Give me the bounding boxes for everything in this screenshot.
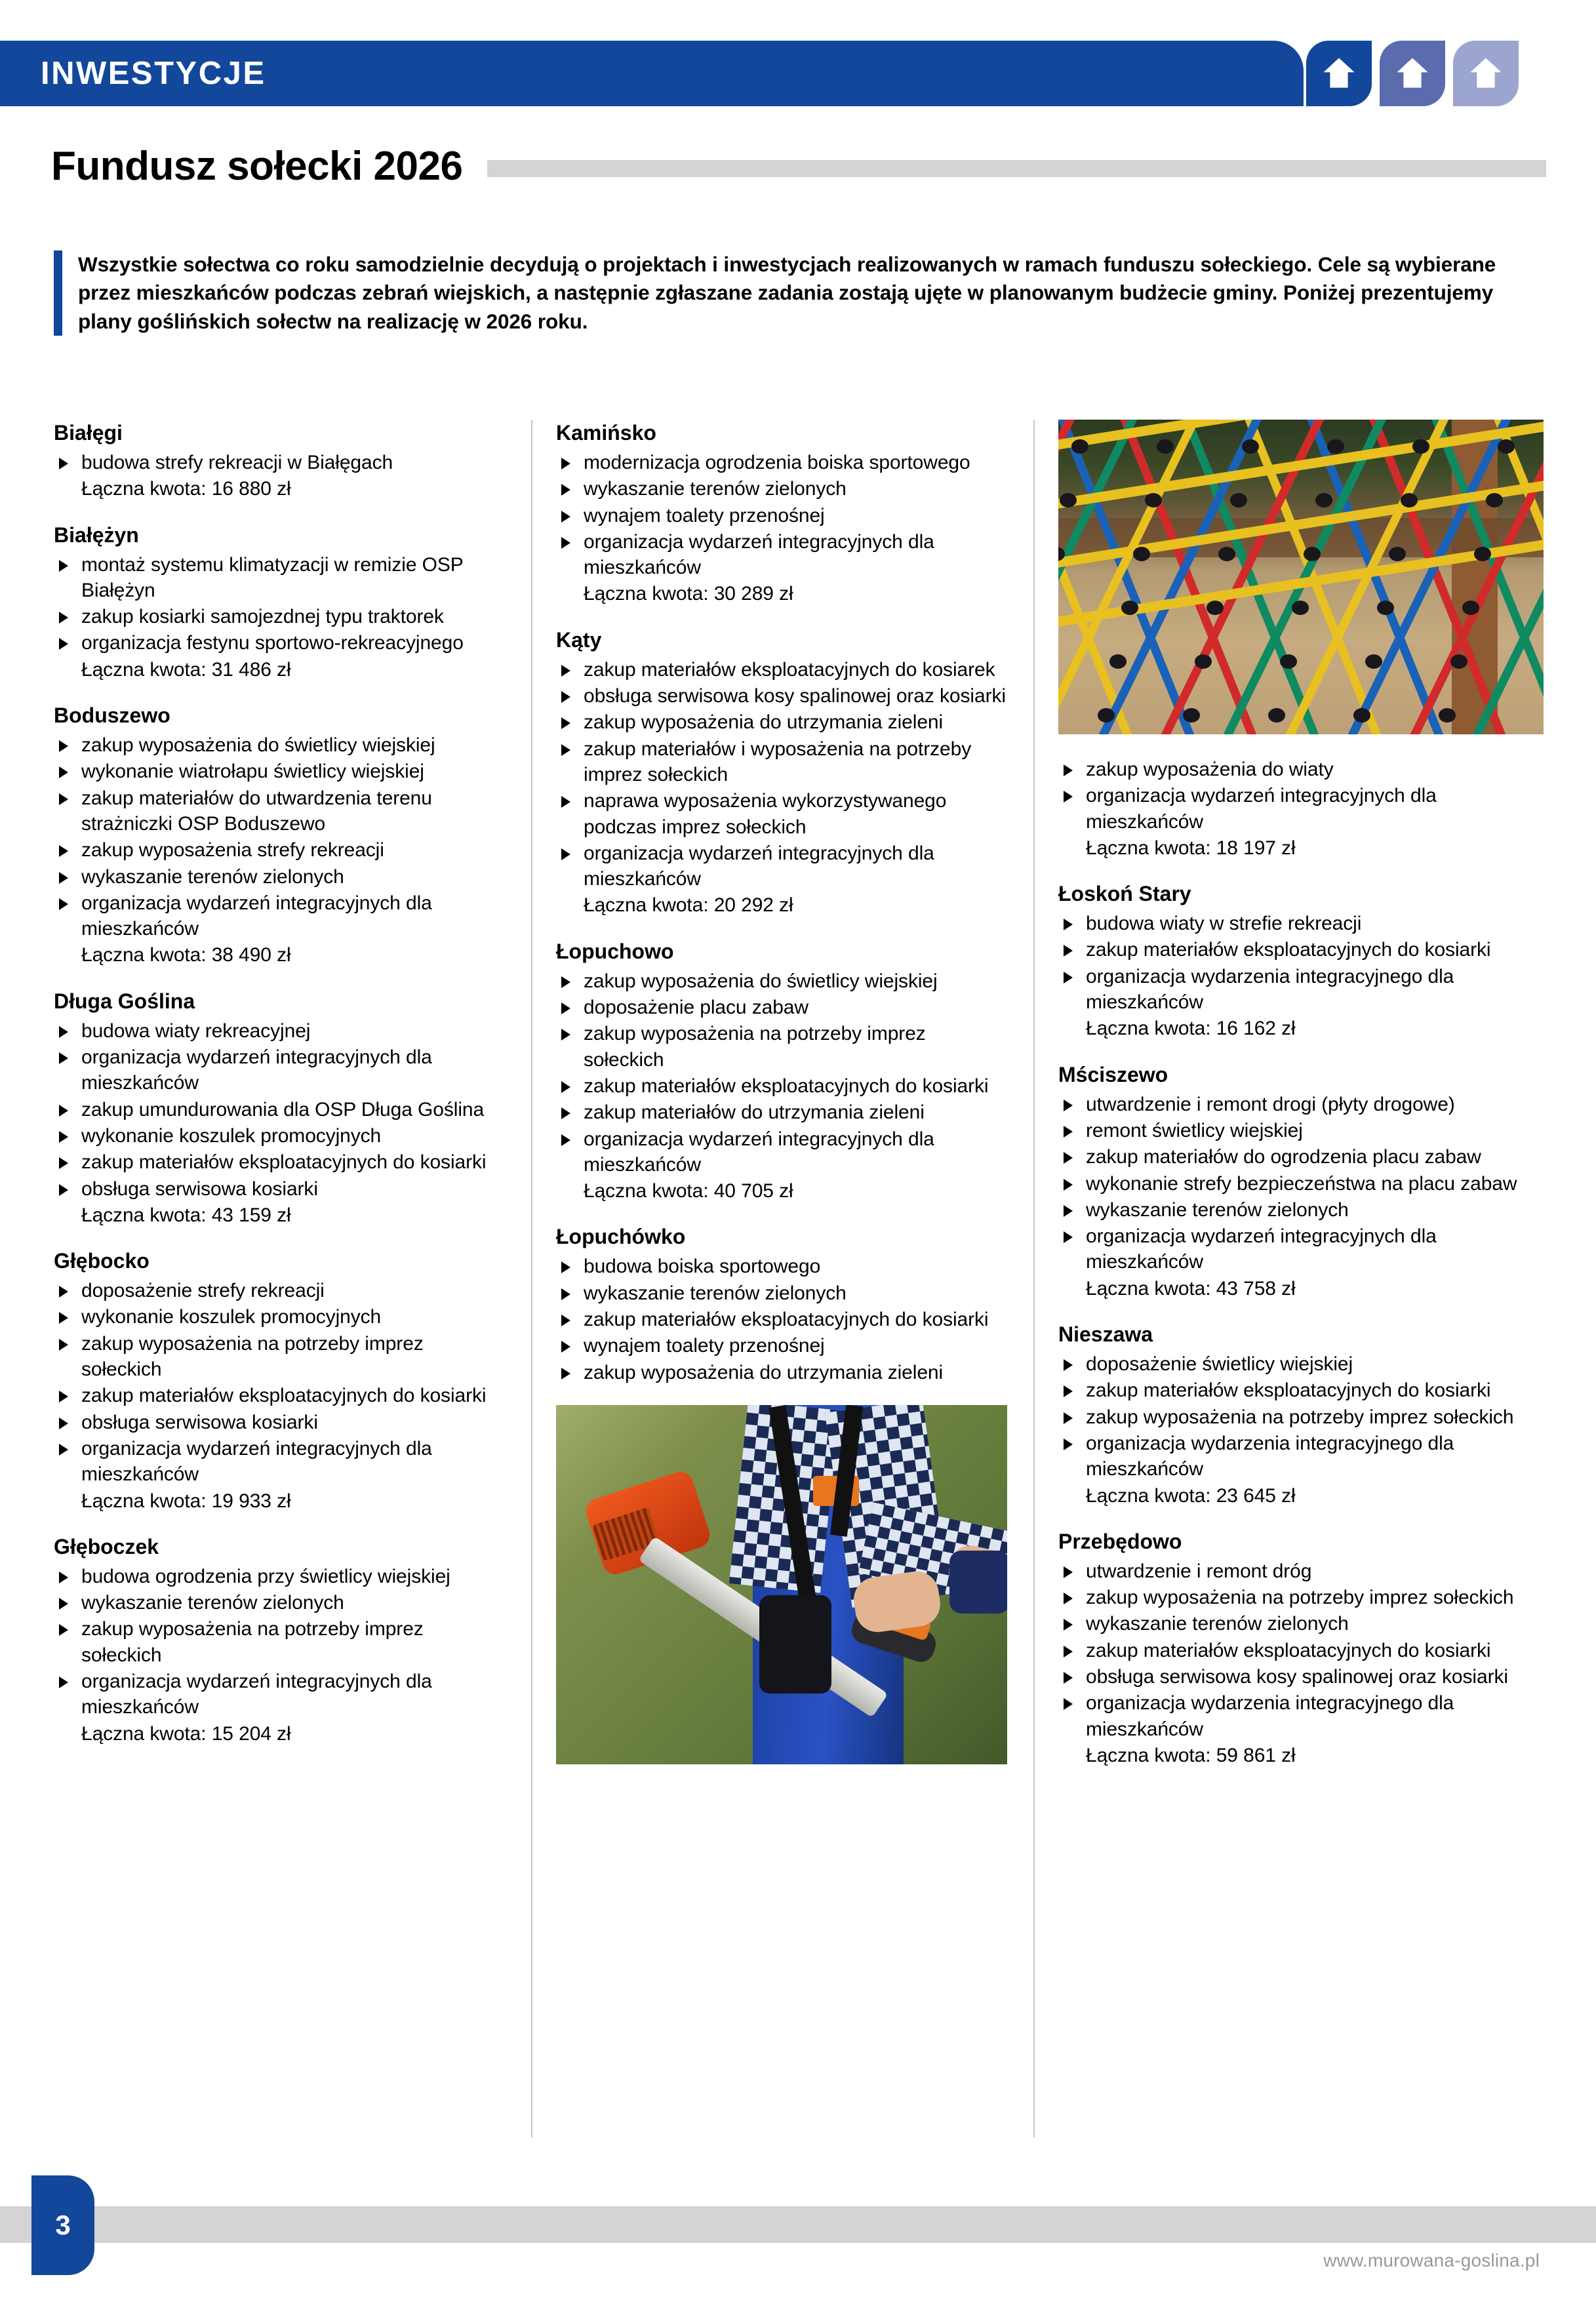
village-task-list [54,1564,506,1720]
village-task-item [54,604,506,629]
village-task-item [556,476,1008,502]
village-task-text: organizacja wydarzeń integracyjnych dla mieszkańców [81,1046,432,1094]
triangle-bullet-icon [59,872,68,884]
village-task-item [54,1410,506,1435]
page-number: 3 [55,2210,71,2240]
village-task-item [54,1304,506,1330]
village-task-text: zakup wyposażenia do świetlicy wiejskiej [584,970,938,992]
village-task-list [556,968,1008,1178]
triangle-bullet-icon [59,1624,68,1636]
triangle-bullet-icon [59,1598,68,1610]
village-task-text: zakup wyposażenia strefy rekreacji [81,839,384,862]
triangle-bullet-icon [59,638,68,650]
village-task-list [556,657,1008,892]
village-name: Mściszewo [1058,1062,1168,1086]
village-task-text: organizacja wydarzeń integracyjnych dla mieszkańców [1086,785,1437,833]
lead-paragraph-block [54,250,1542,336]
page-title: Fundusz sołecki 2026 [51,144,463,189]
page-number-tab [31,2175,94,2275]
triangle-bullet-icon [59,793,68,805]
triangle-bullet-icon [1064,1412,1073,1424]
triangle-bullet-icon [561,1288,570,1300]
village-task-item [54,1331,506,1383]
village-task-text: organizacja wydarzeń integracyjnych dla mieszkańców [81,1437,432,1486]
village-block [54,420,506,502]
header-icon-group [1306,41,1519,106]
village-task-text: zakup wyposażenia do utrzymania zieleni [584,711,944,734]
village-name: Głębocko [54,1249,150,1273]
triangle-bullet-icon [59,1444,68,1456]
village-task-item [1058,1171,1544,1197]
village-task-text: budowa strefy rekreacji w Białęgach [81,452,393,473]
village-total-amount: Łączna kwota: 19 933 zł [81,1490,291,1512]
village-block [1058,757,1544,861]
triangle-bullet-icon [561,1081,570,1093]
village-task-item [556,788,1008,840]
triangle-bullet-icon [1064,945,1073,957]
triangle-bullet-icon [561,458,570,469]
village-task-text: budowa ogrodzenia przy świetlicy wiejskiej [81,1565,450,1587]
village-task-item [54,864,506,890]
village-task-text: zakup wyposażenia na potrzeby imprez sołeckich [584,1023,926,1071]
village-task-text: organizacja wydarzeń integracyjnych dla mieszkańców [81,892,432,940]
village-name: Kamińsko [556,421,656,445]
village-task-item [556,1073,1008,1099]
village-task-text: zakup materiałów eksploatacyjnych do kosiarki [1086,1639,1491,1661]
village-task-item [1058,1144,1544,1170]
village-task-text: montaż systemu klimatyzacji w remizie OSP Białężyn [81,553,464,601]
village-task-item [54,1564,506,1589]
village-task-text: wykaszanie terenów zielonych [81,865,344,888]
village-task-text: zakup wyposażenia do wiaty [1086,759,1334,780]
triangle-bullet-icon [59,898,68,910]
village-block [556,938,1008,1204]
village-task-text: organizacja festynu sportowo-rekreacyjnego [81,632,464,654]
village-task-list [556,450,1008,580]
village-task-item [1058,1690,1544,1742]
village-task-text: zakup materiałów do utrzymania zieleni [584,1101,925,1124]
village-task-item [1058,757,1544,782]
village-task-text: budowa wiaty rekreacyjnej [81,1020,311,1042]
village-task-item [1058,1223,1544,1275]
village-task-text: modernizacja ogrodzenia boiska sportowego [584,452,970,473]
village-task-item [54,1590,506,1616]
village-task-text: zakup materiałów eksploatacyjnych do kosiarki [81,1385,487,1407]
village-task-text: organizacja wydarzeń integracyjnych dla mieszkańców [584,530,934,579]
village-task-item [54,732,506,758]
triangle-bullet-icon [59,1676,68,1688]
village-total-amount: Łączna kwota: 15 204 zł [81,1722,291,1745]
village-task-text: wykonanie wiatrołapu świetlicy wiejskiej [81,761,424,783]
village-name: Długa Goślina [54,989,195,1013]
village-task-item [556,657,1008,683]
village-task-item [1058,1197,1544,1223]
village-name: Łopuchowo [556,939,674,963]
village-task-text: zakup wyposażenia do utrzymania zieleni [584,1361,944,1383]
triangle-bullet-icon [561,1341,570,1353]
column-divider [1008,420,1058,2137]
village-task-list [54,732,506,942]
playground-rope-net-photo [1058,420,1544,734]
village-task-item [54,1149,506,1175]
village-task-list [1058,1558,1544,1742]
triangle-bullet-icon [561,1315,570,1326]
village-task-text: wynajem toalety przenośnej [584,504,825,526]
village-name: Nieszawa [1058,1322,1153,1347]
village-task-item [556,995,1008,1020]
village-task-item [556,1254,1008,1279]
village-task-item [1058,1404,1544,1430]
lead-accent-bar [54,250,62,336]
village-task-text: zakup wyposażenia do świetlicy wiejskiej [81,734,435,757]
triangle-bullet-icon [561,1134,570,1146]
village-task-item [556,529,1008,581]
triangle-bullet-icon [561,1002,570,1014]
village-total-amount: Łączna kwota: 16 162 zł [1086,1018,1296,1040]
village-task-item [556,1333,1008,1358]
triangle-bullet-icon [59,740,68,752]
village-total-amount: Łączna kwota: 30 289 zł [584,583,793,605]
triangle-bullet-icon [1064,1205,1073,1217]
village-name: Boduszewo [54,704,170,728]
triangle-bullet-icon [1064,1179,1073,1191]
village-total-amount: Łączna kwota: 20 292 zł [584,894,793,917]
triangle-bullet-icon [59,766,68,778]
village-task-item [54,890,506,942]
triangle-bullet-icon [1064,1126,1073,1138]
village-task-text: naprawa wyposażenia wykorzystywanego podczas imprez sołeckich [584,790,947,838]
village-task-item [1058,937,1544,962]
village-task-item [1058,1585,1544,1610]
village-task-list [1058,1092,1544,1275]
village-task-text: zakup wyposażenia na potrzeby imprez sołeckich [81,1618,424,1666]
village-task-text: remont świetlicy wiejskiej [1086,1119,1303,1141]
village-block [1058,1321,1544,1509]
village-task-item [556,1100,1008,1125]
village-total-amount: Łączna kwota: 38 490 zł [81,944,291,966]
triangle-bullet-icon [1064,1100,1073,1111]
village-task-text: zakup materiałów eksploatacyjnych do kosiarki [81,1151,487,1174]
village-name: Przebędowo [1058,1529,1182,1553]
village-block [556,627,1008,919]
village-block [556,420,1008,607]
village-block [54,522,506,683]
triangle-bullet-icon [59,1572,68,1583]
village-task-item [54,1669,506,1720]
triangle-bullet-icon [1064,1619,1073,1631]
village-task-text: zakup wyposażenia na potrzeby imprez sołeckich [81,1332,424,1381]
village-task-item [54,1044,506,1096]
village-block [1058,1061,1544,1301]
village-task-list [1058,911,1544,1015]
village-name: Białężyn [54,523,139,547]
column-2 [556,420,1008,2137]
triangle-bullet-icon [561,717,570,729]
village-task-text: zakup materiałów eksploatacyjnych do kosiarek [584,658,995,681]
village-task-text: budowa boiska sportowego [584,1256,821,1278]
triangle-bullet-icon [1064,1593,1073,1604]
village-task-text: obsługa serwisowa kosiarki [81,1178,318,1200]
triangle-bullet-icon [59,560,68,572]
village-task-item [556,683,1008,709]
triangle-bullet-icon [1064,1152,1073,1164]
village-task-text: obsługa serwisowa kosiarki [81,1411,318,1433]
section-label: INWESTYCJE [41,56,266,91]
lead-paragraph: Wszystkie sołectwa co roku samodzielnie decydują o projektach i inwestycjach realizowanych w ramach funduszu sołeckiego. Cele są wybierane przez mieszkańców podczas zebrań wiejskich, a następnie zgłaszane zadania zostają ujęte w planowanym budżecie gminy. Poniżej prezentujemy plany goślińskich sołectw na realizację w 2026 roku. [78,252,1496,333]
triangle-bullet-icon [561,484,570,496]
village-task-item [556,1280,1008,1306]
triangle-bullet-icon [561,1368,570,1379]
triangle-bullet-icon [59,1184,68,1196]
village-block [556,1223,1008,1385]
village-task-item [54,1123,506,1149]
triangle-bullet-icon [561,796,570,808]
village-task-text: wykaszanie terenów zielonych [81,1592,344,1614]
triangle-bullet-icon [561,691,570,703]
village-task-text: zakup materiałów i wyposażenia na potrzeby imprez sołeckich [584,738,972,785]
village-task-item [1058,783,1544,835]
footer-website-url: www.murowana-goslina.pl [1323,2250,1540,2270]
triangle-bullet-icon [59,1391,68,1402]
village-task-text: doposażenie placu zabaw [584,997,808,1019]
triangle-bullet-icon [1064,791,1073,803]
triangle-bullet-icon [561,511,570,523]
village-task-text: wykaszanie terenów zielonych [1086,1613,1349,1635]
triangle-bullet-icon [59,1105,68,1117]
village-task-item [556,709,1008,735]
triangle-bullet-icon [1064,1646,1073,1657]
village-task-text: organizacja wydarzeń integracyjnych dla mieszkańców [1086,1225,1437,1273]
village-name: Łopuchówko [556,1225,686,1249]
village-block [54,702,506,968]
village-task-text: utwardzenie i remont dróg [1086,1560,1312,1582]
village-total-amount: Łączna kwota: 18 197 zł [1086,837,1296,859]
village-task-list [54,1278,506,1487]
triangle-bullet-icon [1064,1672,1073,1684]
village-task-item [54,1097,506,1122]
village-task-item [556,968,1008,994]
triangle-bullet-icon [1064,764,1073,776]
triangle-bullet-icon [59,1026,68,1038]
village-task-item [54,630,506,656]
village-task-text: zakup materiałów eksploatacyjnych do kosiarki [1086,1379,1491,1402]
village-task-item [54,759,506,784]
village-task-text: zakup materiałów do utwardzenia terenu strażniczki OSP Boduszewo [81,787,432,835]
village-task-item [1058,1431,1544,1482]
village-block [54,1248,506,1514]
village-task-text: utwardzenie i remont drogi (płyty drogowe) [1086,1093,1455,1115]
village-task-text: organizacja wydarzenia integracyjnego dla mieszkańców [1086,965,1454,1014]
triangle-bullet-icon [561,1107,570,1119]
home-arrow-icon [1380,41,1445,106]
village-task-text: organizacja wydarzeń integracyjnych dla mieszkańców [584,1128,934,1176]
triangle-bullet-icon [561,976,570,988]
triangle-bullet-icon [59,1131,68,1143]
village-total-amount: Łączna kwota: 59 861 zł [1086,1744,1296,1766]
village-task-text: wykonanie koszulek promocyjnych [81,1306,382,1328]
village-task-item [556,1021,1008,1073]
village-task-text: obsługa serwisowa kosy spalinowej oraz kosiarki [1086,1666,1508,1688]
village-task-text: doposażenie świetlicy wiejskiej [1086,1353,1353,1376]
triangle-bullet-icon [1064,1438,1073,1450]
village-task-item [1058,1092,1544,1117]
section-header-band [0,41,1304,106]
village-total-amount: Łączna kwota: 16 880 zł [81,478,291,500]
triangle-bullet-icon [1064,972,1073,983]
village-task-item [1058,1118,1544,1143]
village-task-text: zakup wyposażenia na potrzeby imprez sołeckich [1086,1406,1514,1428]
village-total-amount: Łączna kwota: 43 758 zł [1086,1277,1296,1299]
village-task-text: wykonanie strefy bezpieczeństwa na placu zabaw [1086,1172,1517,1195]
village-task-item [1058,911,1544,936]
village-task-item [556,1307,1008,1332]
village-block [54,1534,506,1747]
triangle-bullet-icon [1064,1698,1073,1710]
triangle-bullet-icon [59,458,68,469]
village-total-amount: Łączna kwota: 31 486 zł [81,658,291,681]
triangle-bullet-icon [59,1312,68,1324]
triangle-bullet-icon [561,665,570,677]
village-task-item [54,1383,506,1408]
page-title-row [51,143,1546,190]
triangle-bullet-icon [1064,1231,1073,1243]
village-task-item [556,841,1008,892]
brush-cutter-photo [556,1405,1007,1764]
village-task-text: doposażenie strefy rekreacji [81,1280,325,1302]
village-task-text: zakup wyposażenia na potrzeby imprez sołeckich [1086,1587,1514,1609]
village-task-text: wykaszanie terenów zielonych [584,1282,847,1304]
village-block [1058,881,1544,1041]
village-task-item [556,503,1008,528]
village-task-item [556,736,1008,788]
village-task-item [556,1126,1008,1178]
village-task-text: organizacja wydarzenia integracyjnego dla mieszkańców [1086,1692,1454,1740]
triangle-bullet-icon [59,1286,68,1298]
village-task-list [54,552,506,656]
village-task-text: zakup umundurowania dla OSP Długa Goślina [81,1098,485,1120]
triangle-bullet-icon [561,1261,570,1273]
village-task-item [54,1616,506,1668]
triangle-bullet-icon [1064,1566,1073,1578]
village-task-text: organizacja wydarzenia integracyjnego dla mieszkańców [1086,1432,1454,1480]
triangle-bullet-icon [561,744,570,756]
triangle-bullet-icon [59,612,68,624]
village-block [54,988,506,1228]
village-name: Łoskoń Stary [1058,882,1191,906]
column-divider [506,420,556,2137]
village-task-text: budowa wiaty w strefie rekreacji [1086,913,1362,935]
village-task-text: zakup materiałów eksploatacyjnych do kosiarki [584,1075,989,1097]
village-task-text: zakup kosiarki samojezdnej typu traktorek [81,606,444,628]
village-task-text: obsługa serwisowa kosy spalinowej oraz kosiarki [584,685,1006,707]
triangle-bullet-icon [561,1029,570,1041]
village-task-item [1058,1664,1544,1690]
column-1 [54,420,506,2137]
column-3 [1058,420,1544,2137]
village-task-item [1058,1558,1544,1584]
triangle-bullet-icon [59,1157,68,1169]
triangle-bullet-icon [59,1052,68,1064]
village-task-text: zakup materiałów eksploatacyjnych do kosiarki [584,1309,989,1331]
village-task-text: zakup materiałów eksploatacyjnych do kosiarki [1086,939,1491,961]
triangle-bullet-icon [1064,1385,1073,1397]
village-task-item [54,1176,506,1202]
triangle-bullet-icon [561,537,570,549]
village-total-amount: Łączna kwota: 43 159 zł [81,1204,291,1226]
title-rule [487,160,1546,177]
village-task-list [556,1254,1008,1385]
triangle-bullet-icon [1064,1359,1073,1371]
village-task-list [1058,1351,1544,1482]
village-total-amount: Łączna kwota: 40 705 zł [584,1180,793,1202]
village-task-item [1058,1611,1544,1636]
village-task-item [556,450,1008,475]
village-name: Głęboczek [54,1534,159,1558]
village-task-list [54,450,506,475]
village-task-item [54,1436,506,1488]
village-task-item [1058,1351,1544,1377]
village-task-text: wykonanie koszulek promocyjnych [81,1124,382,1147]
village-name: Kąty [556,627,602,652]
village-total-amount: Łączna kwota: 23 645 zł [1086,1484,1296,1507]
village-task-text: zakup materiałów do ogrodzenia placu zabaw [1086,1146,1481,1168]
village-task-item [556,1360,1008,1385]
village-task-item [1058,964,1544,1016]
village-task-text: wykaszanie terenów zielonych [584,478,847,500]
village-task-text: organizacja wydarzeń integracyjnych dla mieszkańców [81,1670,432,1718]
village-task-item [1058,1378,1544,1403]
village-task-list [1058,757,1544,835]
village-task-text: wynajem toalety przenośnej [584,1335,825,1357]
triangle-bullet-icon [59,845,68,857]
village-task-item [54,1278,506,1303]
content-columns [54,420,1544,2137]
village-task-text: wykaszanie terenów zielonych [1086,1199,1349,1221]
village-task-item [54,1018,506,1044]
village-task-item [54,552,506,604]
village-task-item [54,450,506,475]
triangle-bullet-icon [1064,919,1073,930]
village-task-item [1058,1638,1544,1663]
village-task-text: organizacja wydarzeń integracyjnych dla mieszkańców [584,842,934,890]
home-arrow-icon [1306,41,1372,106]
home-arrow-icon [1453,41,1519,106]
village-task-item [54,785,506,837]
village-task-list [54,1018,506,1202]
village-block [1058,1528,1544,1768]
triangle-bullet-icon [59,1418,68,1429]
village-name: Białęgi [54,421,123,445]
triangle-bullet-icon [59,1339,68,1351]
triangle-bullet-icon [561,848,570,860]
footer-bar [0,2206,1596,2243]
village-task-item [54,837,506,863]
